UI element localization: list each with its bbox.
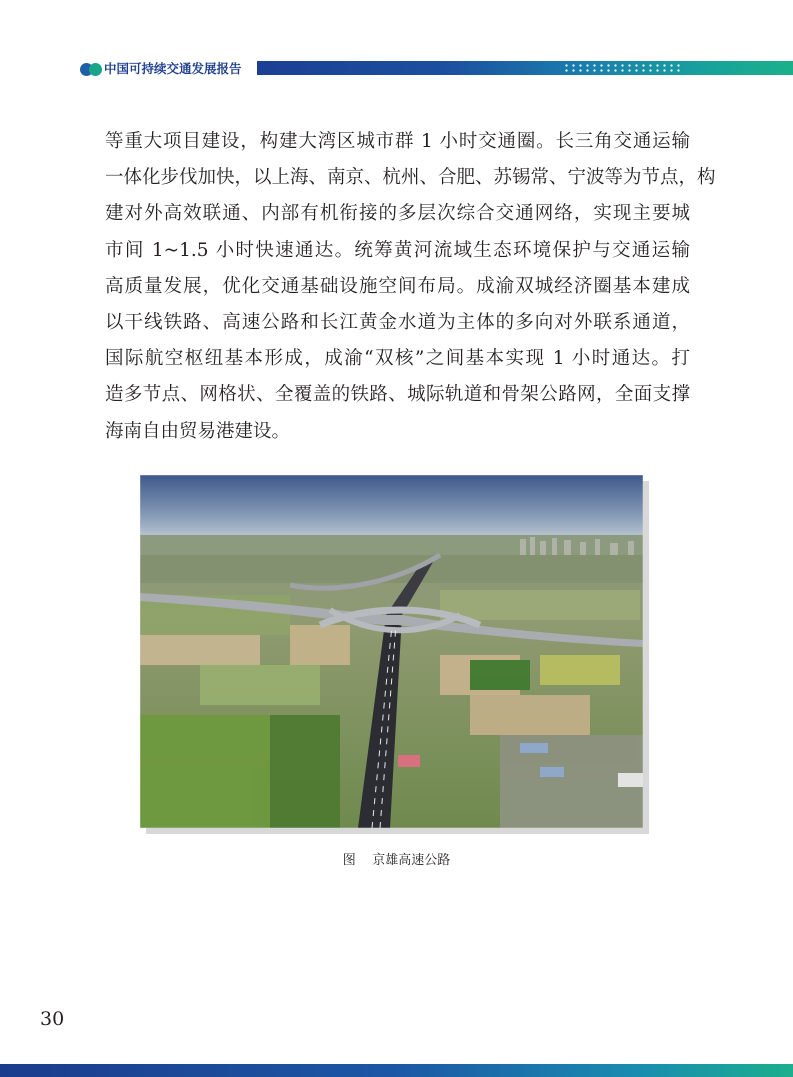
header-band (257, 61, 793, 75)
body-line: 市间 1~1.5 小时快速通达。统筹黄河流域生态环境保护与交通运输 (105, 239, 690, 261)
body-line: 建对外高效联通、内部有机衔接的多层次综合交通网络，实现主要城 (105, 203, 690, 225)
body-line: 一体化步伐加快，以上海、南京、杭州、合肥、苏锡常、宁波等为节点，构 (105, 167, 716, 189)
body-line: 造多节点、网格状、全覆盖的铁路、城际轨道和骨架公路网，全面支撑 (105, 384, 690, 406)
page-number: 30 (40, 1008, 65, 1030)
footer-band (0, 1064, 793, 1077)
body-paragraph (105, 124, 716, 450)
highway-aerial-photo (140, 475, 643, 828)
page-header (0, 0, 793, 90)
header-title: 中国可持续交通发展报告 (104, 61, 242, 76)
figure-caption: 图 京雄高速公路 (342, 853, 451, 868)
body-line: 等重大项目建设，构建大湾区城市群 1 小时交通圈。长三角交通运输 (105, 131, 690, 152)
body-line: 海南自由贸易港建设。 (105, 420, 291, 442)
body-line: 以干线铁路、高速公路和长江黄金水道为主体的多向对外联系通道， (105, 312, 690, 334)
body-line: 高质量发展，优化交通基础设施空间布局。成渝双城经济圈基本建成 (105, 275, 690, 297)
body-line: 国际航空枢纽基本形成，成渝“双核”之间基本实现 1 小时通达。打 (105, 348, 690, 370)
